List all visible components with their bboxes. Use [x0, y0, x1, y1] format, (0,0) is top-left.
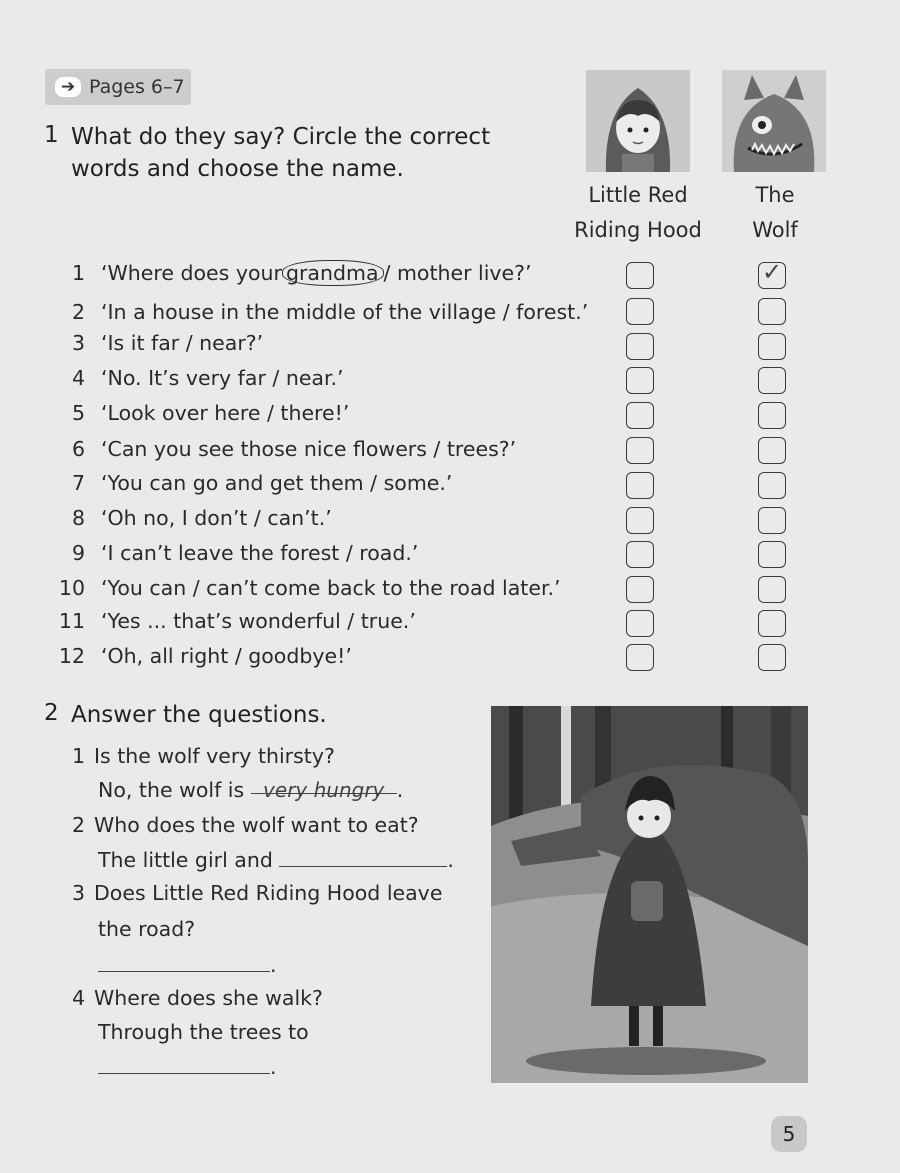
- checkbox-wolf-6[interactable]: [758, 437, 786, 464]
- checkbox-little-red-3[interactable]: [626, 333, 654, 360]
- checkbox-wolf-4[interactable]: [758, 367, 786, 394]
- row-number: 5: [71, 401, 85, 425]
- exercise1-title-line2: words and choose the name.: [71, 156, 404, 182]
- checkbox-wolf-5[interactable]: [758, 402, 786, 429]
- checkbox-wolf-2[interactable]: [758, 298, 786, 325]
- column-wolf-line2: Wolf: [752, 218, 798, 242]
- row-number: 2: [71, 300, 85, 324]
- answer-4-suffix: .: [270, 1055, 277, 1079]
- checkbox-wolf-11[interactable]: [758, 610, 786, 637]
- answer-3: [98, 948, 277, 982]
- wolf-portrait: [722, 70, 826, 172]
- pages-tag: [45, 69, 191, 105]
- answer-1-suffix: .: [396, 778, 404, 802]
- checkbox-wolf-8[interactable]: [758, 507, 786, 534]
- answer-3-suffix: .: [270, 953, 277, 977]
- row-text: ‘Is it far / near?’: [101, 331, 264, 355]
- checkbox-little-red-2[interactable]: [626, 298, 654, 325]
- check-mark-icon: ✓: [762, 258, 783, 286]
- row-number: 12: [58, 644, 85, 668]
- exercise2-number: 2: [44, 700, 59, 726]
- checkbox-wolf-3[interactable]: [758, 333, 786, 360]
- question-1-text: Is the wolf very thirsty?: [94, 744, 335, 768]
- row-number: 3: [71, 331, 85, 355]
- row-number: 10: [58, 576, 85, 600]
- row-text: ‘Can you see those nice flowers / trees?’: [101, 437, 517, 461]
- row-text: ‘Look over here / there!’: [101, 401, 350, 425]
- little-red-riding-hood-portrait: [586, 70, 690, 172]
- row-number: 7: [71, 471, 85, 495]
- row-text: ‘I can’t leave the forest / road.’: [101, 541, 419, 565]
- answer-1: [98, 773, 403, 807]
- row-number: 8: [71, 506, 85, 530]
- checkbox-wolf-1[interactable]: [758, 258, 786, 289]
- pages-label: Pages 6–7: [89, 76, 185, 98]
- row-text: ‘Oh no, I don’t / can’t.’: [101, 506, 332, 530]
- row-number: 6: [71, 437, 85, 461]
- answer-1-handwritten: very hungry: [263, 778, 385, 802]
- question-3-text-line1: Does Little Red Riding Hood leave: [94, 881, 443, 905]
- forest-illustration: [491, 706, 808, 1083]
- row-text: [101, 256, 532, 290]
- row-text: ‘You can go and get them / some.’: [101, 471, 453, 495]
- checkbox-little-red-6[interactable]: [626, 437, 654, 464]
- exercise1-title-line1: What do they say? Circle the correct: [71, 124, 491, 150]
- checkbox-little-red-1[interactable]: [626, 262, 654, 289]
- checkbox-little-red-9[interactable]: [626, 541, 654, 568]
- arrow-right-icon: ➔: [55, 77, 81, 97]
- row-number: 11: [58, 609, 85, 633]
- checkbox-little-red-10[interactable]: [626, 576, 654, 603]
- question-3-line2: the road?: [98, 917, 196, 941]
- row-text: ‘Oh, all right / goodbye!’: [101, 644, 352, 668]
- question-4-text: Where does she walk?: [94, 986, 323, 1010]
- page-number: 5: [771, 1116, 807, 1152]
- checkbox-little-red-12[interactable]: [626, 644, 654, 671]
- answer-2-blank[interactable]: [279, 846, 447, 867]
- row-number: 1: [71, 261, 85, 285]
- row-number: 4: [71, 366, 85, 390]
- row-text-pre: ‘Where does your: [101, 261, 282, 285]
- checkbox-wolf-12[interactable]: [758, 644, 786, 671]
- checkbox-wolf-9[interactable]: [758, 541, 786, 568]
- row-text: ‘No. It’s very far / near.’: [101, 366, 344, 390]
- row-text: ‘In a house in the middle of the village / forest.’: [101, 300, 589, 324]
- row-number: 9: [71, 541, 85, 565]
- checkbox-wolf-10[interactable]: [758, 576, 786, 603]
- checkbox-little-red-4[interactable]: [626, 367, 654, 394]
- answer-1-blank[interactable]: [251, 773, 397, 802]
- row-text-post: / mother live?’: [383, 261, 532, 285]
- answer-4-blank[interactable]: [98, 1053, 270, 1074]
- row-text: ‘You can / can’t come back to the road later.’: [101, 576, 561, 600]
- exercise1-number: 1: [44, 122, 59, 148]
- column-little-red-line2: Riding Hood: [574, 218, 702, 242]
- row-text: ‘Yes ... that’s wonderful / true.’: [101, 609, 416, 633]
- column-wolf-line1: The: [755, 183, 795, 207]
- answer-2: [98, 843, 454, 877]
- answer-4-prefix: Through the trees to: [98, 1020, 309, 1044]
- checkbox-little-red-7[interactable]: [626, 472, 654, 499]
- exercise2-title: Answer the questions.: [71, 702, 327, 728]
- checkbox-little-red-5[interactable]: [626, 402, 654, 429]
- question-1: 1 Is the wolf very thirsty?: [72, 744, 335, 768]
- answer-2-prefix: The little girl and: [98, 848, 273, 872]
- question-2: 2 Who does the wolf want to eat?: [72, 813, 419, 837]
- answer-1-prefix: No, the wolf is: [98, 778, 245, 802]
- answer-3-blank[interactable]: [98, 951, 270, 972]
- answer-2-suffix: .: [447, 848, 454, 872]
- question-2-text: Who does the wolf want to eat?: [94, 813, 419, 837]
- circled-word[interactable]: grandma: [282, 260, 384, 286]
- question-4: 4 Where does she walk?: [72, 986, 323, 1010]
- question-3: 3 Does Little Red Riding Hood leave: [72, 881, 443, 905]
- column-little-red-line1: Little Red: [588, 183, 688, 207]
- checkbox-wolf-7[interactable]: [758, 472, 786, 499]
- checkbox-little-red-11[interactable]: [626, 610, 654, 637]
- answer-4: [98, 1050, 277, 1084]
- checkbox-little-red-8[interactable]: [626, 507, 654, 534]
